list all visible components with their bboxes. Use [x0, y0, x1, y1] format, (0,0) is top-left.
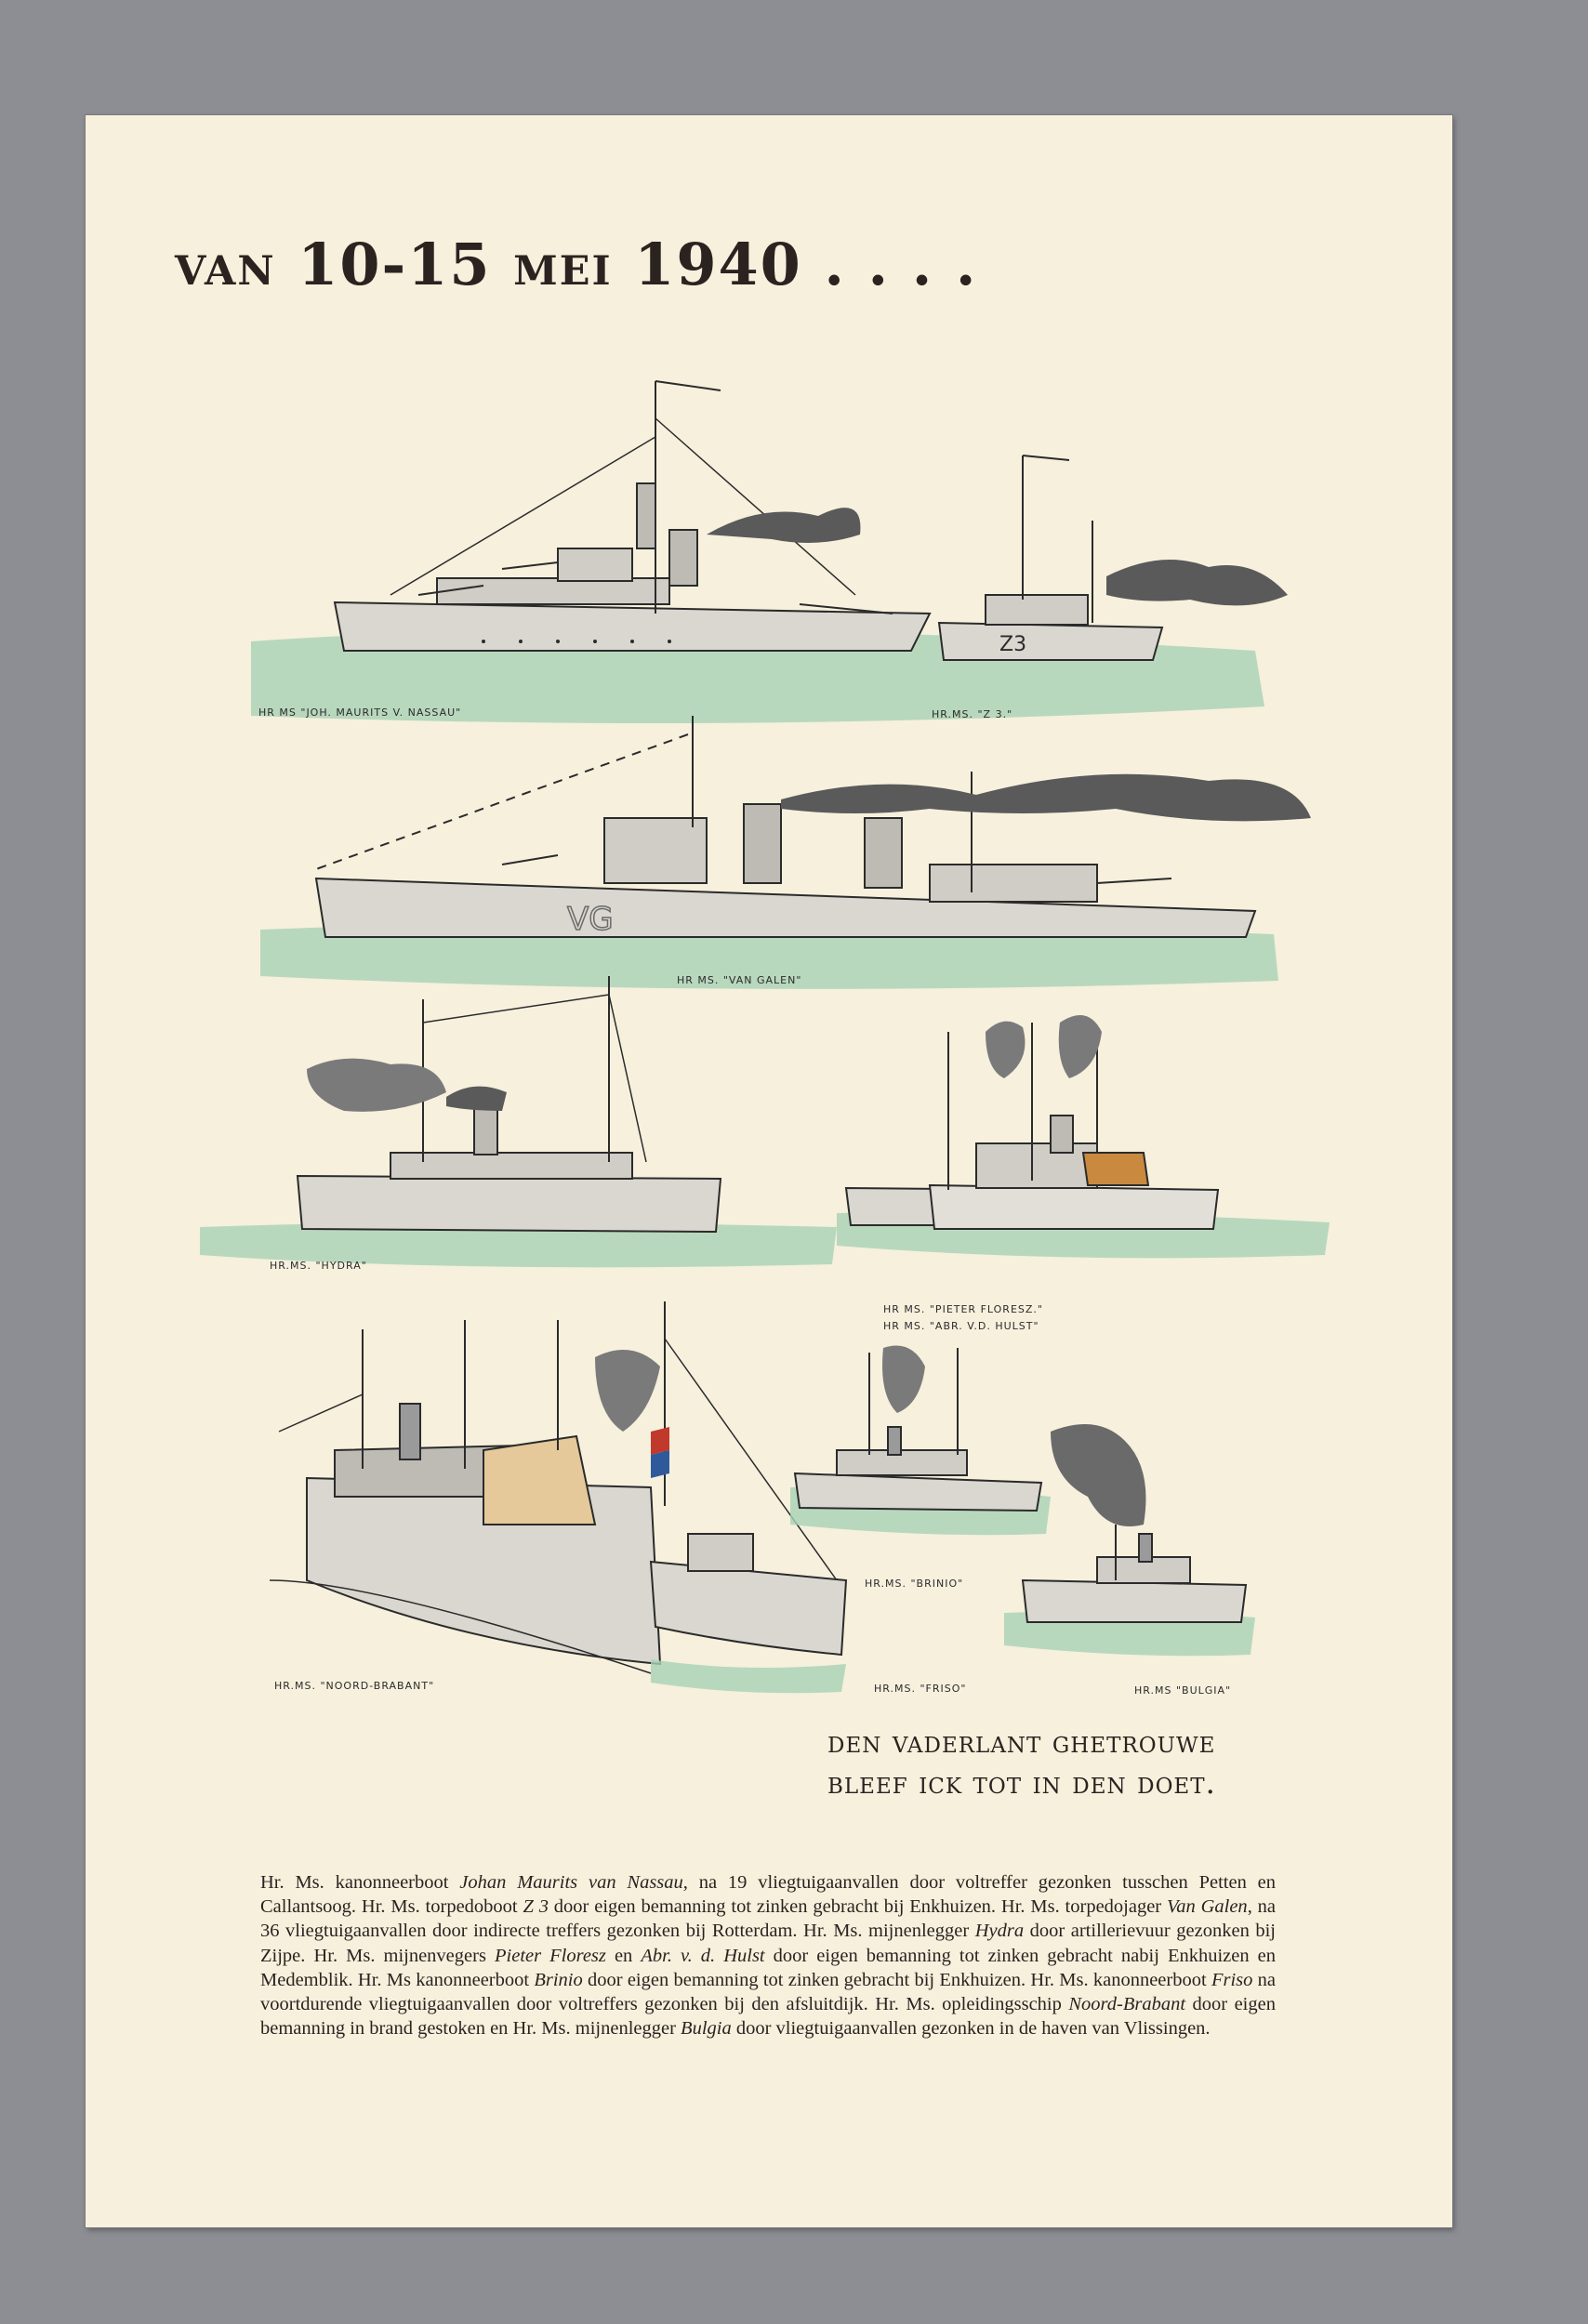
ship-name: Van Galen: [1166, 1896, 1248, 1918]
body-segment: door eigen bemanning in brand gestoken en Hr. Ms. mijnenlegger: [260, 1994, 1276, 2040]
ship-name: Noord-Brabant: [1068, 1994, 1186, 2015]
body-segment: door artillerievuur gezonken bij Zijpe. Hr. Ms. mijnenvegers: [260, 1921, 1276, 1966]
ship-name: Friso: [1211, 1969, 1253, 1990]
svg-text:VG: VG: [567, 901, 614, 938]
motto: [827, 1722, 1274, 1803]
label-van-galen: HR MS. "VAN GALEN": [677, 974, 802, 986]
motto-line-1: den vaderlant ghetrouwe: [827, 1723, 1216, 1760]
ship-name: Pieter Floresz: [495, 1945, 606, 1966]
ship-hydra: [200, 976, 837, 1267]
ship-bulgia: [1004, 1424, 1255, 1656]
ship-floresz-hulst: [837, 1015, 1330, 1258]
body-segment: na voortdurende vliegtuigaanvallen door voltreffers gezonken bij den afsluitdijk. Hr. Ms. opleidingsschip: [260, 1969, 1276, 2015]
body-segment: en: [605, 1945, 642, 1966]
body-segment: door eigen bemanning tot zinken gebracht nabij Enkhuizen en Medemblik. Hr. Ms kanonneerboot: [260, 1945, 1277, 1990]
page-title: van 10-15 mei 1940 . . . .: [175, 231, 978, 298]
ship-nassau: [251, 381, 1264, 723]
label-nassau: HR MS "JOH. MAURITS V. NASSAU": [258, 706, 462, 719]
ship-name: Brinio: [534, 1969, 583, 1990]
ship-brinio: [790, 1346, 1051, 1536]
label-hydra: HR.MS. "HYDRA": [270, 1260, 367, 1272]
body-segment: door vliegtuigaanvallen gezonken in de haven van Vlissingen.: [731, 2018, 1211, 2040]
label-z3: HR.MS. "Z 3.": [932, 708, 1013, 720]
motto-line-2: bleef ick tot in den doet.: [827, 1764, 1217, 1801]
label-hulst: HR MS. "ABR. V.D. HULST": [883, 1320, 1039, 1332]
label-floresz: HR MS. "PIETER FLORESZ.": [883, 1303, 1043, 1315]
body-segment: , na 36 vliegtuigaanvallen door indirecte treffers gezonken bij Rotterdam. Hr. Ms. mijnenlegger: [260, 1896, 1277, 1942]
ship-name: Abr. v. d. Hulst: [641, 1945, 765, 1966]
label-noord-brabant: HR.MS. "NOORD-BRABANT": [274, 1680, 435, 1692]
body-text: [260, 1870, 1276, 2040]
label-friso: HR.MS. "FRISO": [874, 1683, 967, 1695]
body-segment: , na 19 vliegtuigaanvallen door voltreffer gezonken tusschen Petten en Callantsoog. Hr. Ms. torpedoboot: [260, 1872, 1276, 1918]
body-segment: door eigen bemanning tot zinken gebracht bij Enkhuizen. Hr. Ms. kanonneerboot: [582, 1969, 1211, 1990]
ship-name: Z 3: [523, 1896, 549, 1918]
body-segment: Hr. Ms. kanonneerboot: [260, 1872, 460, 1893]
ship-name: Hydra: [974, 1921, 1025, 1942]
ship-friso: [651, 1534, 846, 1693]
label-brinio: HR.MS. "BRINIO": [865, 1578, 964, 1590]
label-bulgia: HR.MS "BULGIA": [1134, 1684, 1232, 1697]
ship-z3: [939, 456, 1288, 660]
body-segment: door eigen bemanning tot zinken gebracht bij Enkhuizen. Hr. Ms. torpedojager: [548, 1896, 1167, 1918]
svg-text:Z3: Z3: [999, 633, 1027, 656]
ship-van-galen: [260, 716, 1311, 989]
ship-name: Bulgia: [681, 2018, 732, 2040]
ship-name: Johan Maurits van Nassau: [459, 1872, 683, 1893]
